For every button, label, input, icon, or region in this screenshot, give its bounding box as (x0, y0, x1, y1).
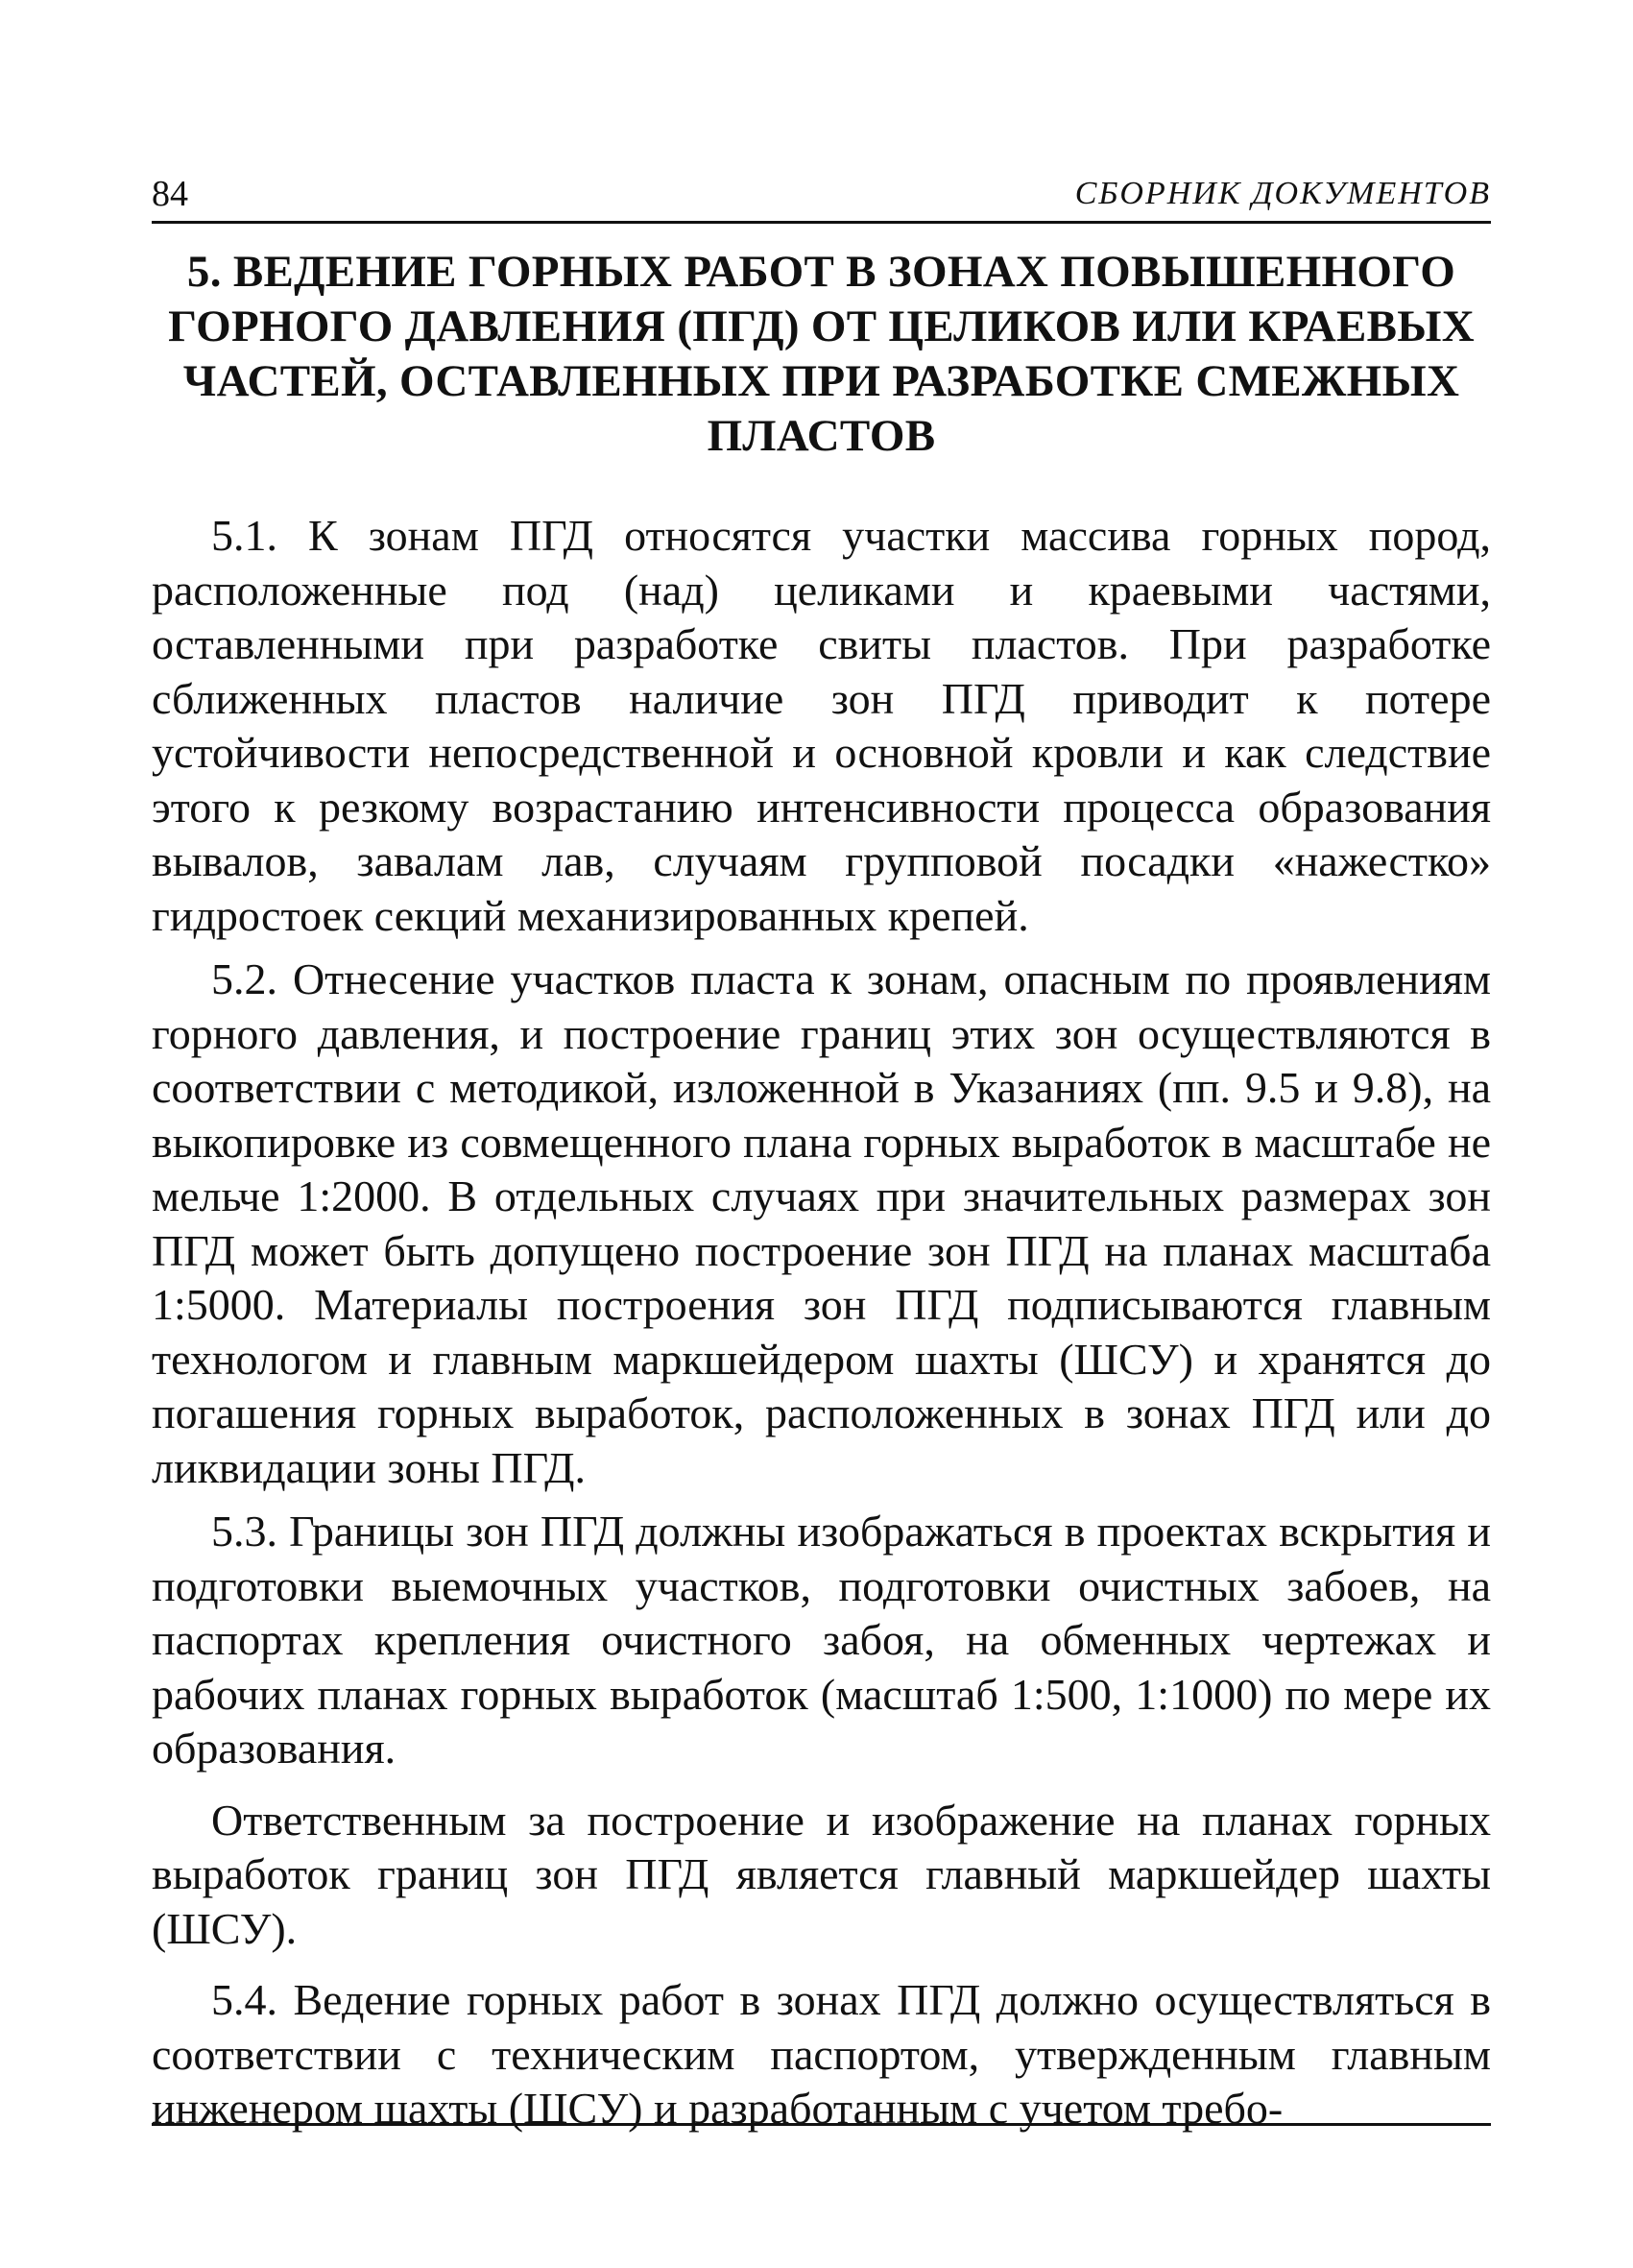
paragraph-5-3: 5.3. Границы зон ПГД должны изображаться в проектах вскрытия и подготовки выемочных участков, подготовки очистных забоев, на паспортах крепления очистного забоя, на обменных чертежах и рабочих планах горных выработок (масштаб 1:500, 1:1000) по мере их образования. (152, 1507, 1491, 1773)
paragraph-5-4: 5.4. Ведение горных работ в зонах ПГД должно осуществляться в соответствии с техническим паспортом, утвержденным главным инженером шахты (ШСУ) и разработанным с учетом требо- (152, 1975, 1491, 2133)
footer-rule (152, 2123, 1491, 2126)
body-text (152, 509, 1491, 2146)
paragraph-responsible: Ответственным за построение и изображение на планах горных выработок границ зон ПГД является главный маркшейдер шахты (ШСУ). (152, 1795, 1491, 1953)
section-title: 5. ВЕДЕНИЕ ГОРНЫХ РАБОТ В ЗОНАХ ПОВЫШЕННОГО ГОРНОГО ДАВЛЕНИЯ (ПГД) ОТ ЦЕЛИКОВ ИЛИ КРАЕВЫХ ЧАСТЕЙ, ОСТАВЛЕННЫХ ПРИ РАЗРАБОТКЕ СМЕЖНЫХ ПЛАСТОВ (168, 247, 1475, 461)
paragraph-5-1: 5.1. К зонам ПГД относятся участки массива горных пород, расположенные под (над) целиками и краевыми частями, оставленными при разработке свиты пластов. При разработке сближенных пластов наличие зон ПГД приводит к потере устойчивости непосредственной и основной кровли и как следствие этого к резкому возрастанию интенсивности процесса образования вывалов, завалам лав, случаям групповой посадки «нажестко» гидростоек секций механизированных крепей. (152, 511, 1491, 940)
page-number: 84 (152, 174, 188, 214)
running-title: СБОРНИК ДОКУМЕНТОВ (1074, 176, 1491, 211)
paragraph-5-2: 5.2. Отнесение участков пласта к зонам, опасным по проявлениям горного давления, и построение границ этих зон осуществляются в соответствии с методикой, изложенной в Указаниях (пп. 9.5 и 9.8), на выкопировке из совмещенного плана горных выработок в масштабе не мельче 1:2000. В отдельных случаях при значительных размерах зон ПГД может быть допущено построение зон ПГД на планах масштаба 1:5000. Материалы построения зон ПГД подписываются главным технологом и главным маркшейдером шахты (ШСУ) и хранятся до погашения горных выработок, расположенных в зонах ПГД или до ликвидации зоны ПГД. (152, 954, 1491, 1492)
page-header (152, 171, 1491, 224)
